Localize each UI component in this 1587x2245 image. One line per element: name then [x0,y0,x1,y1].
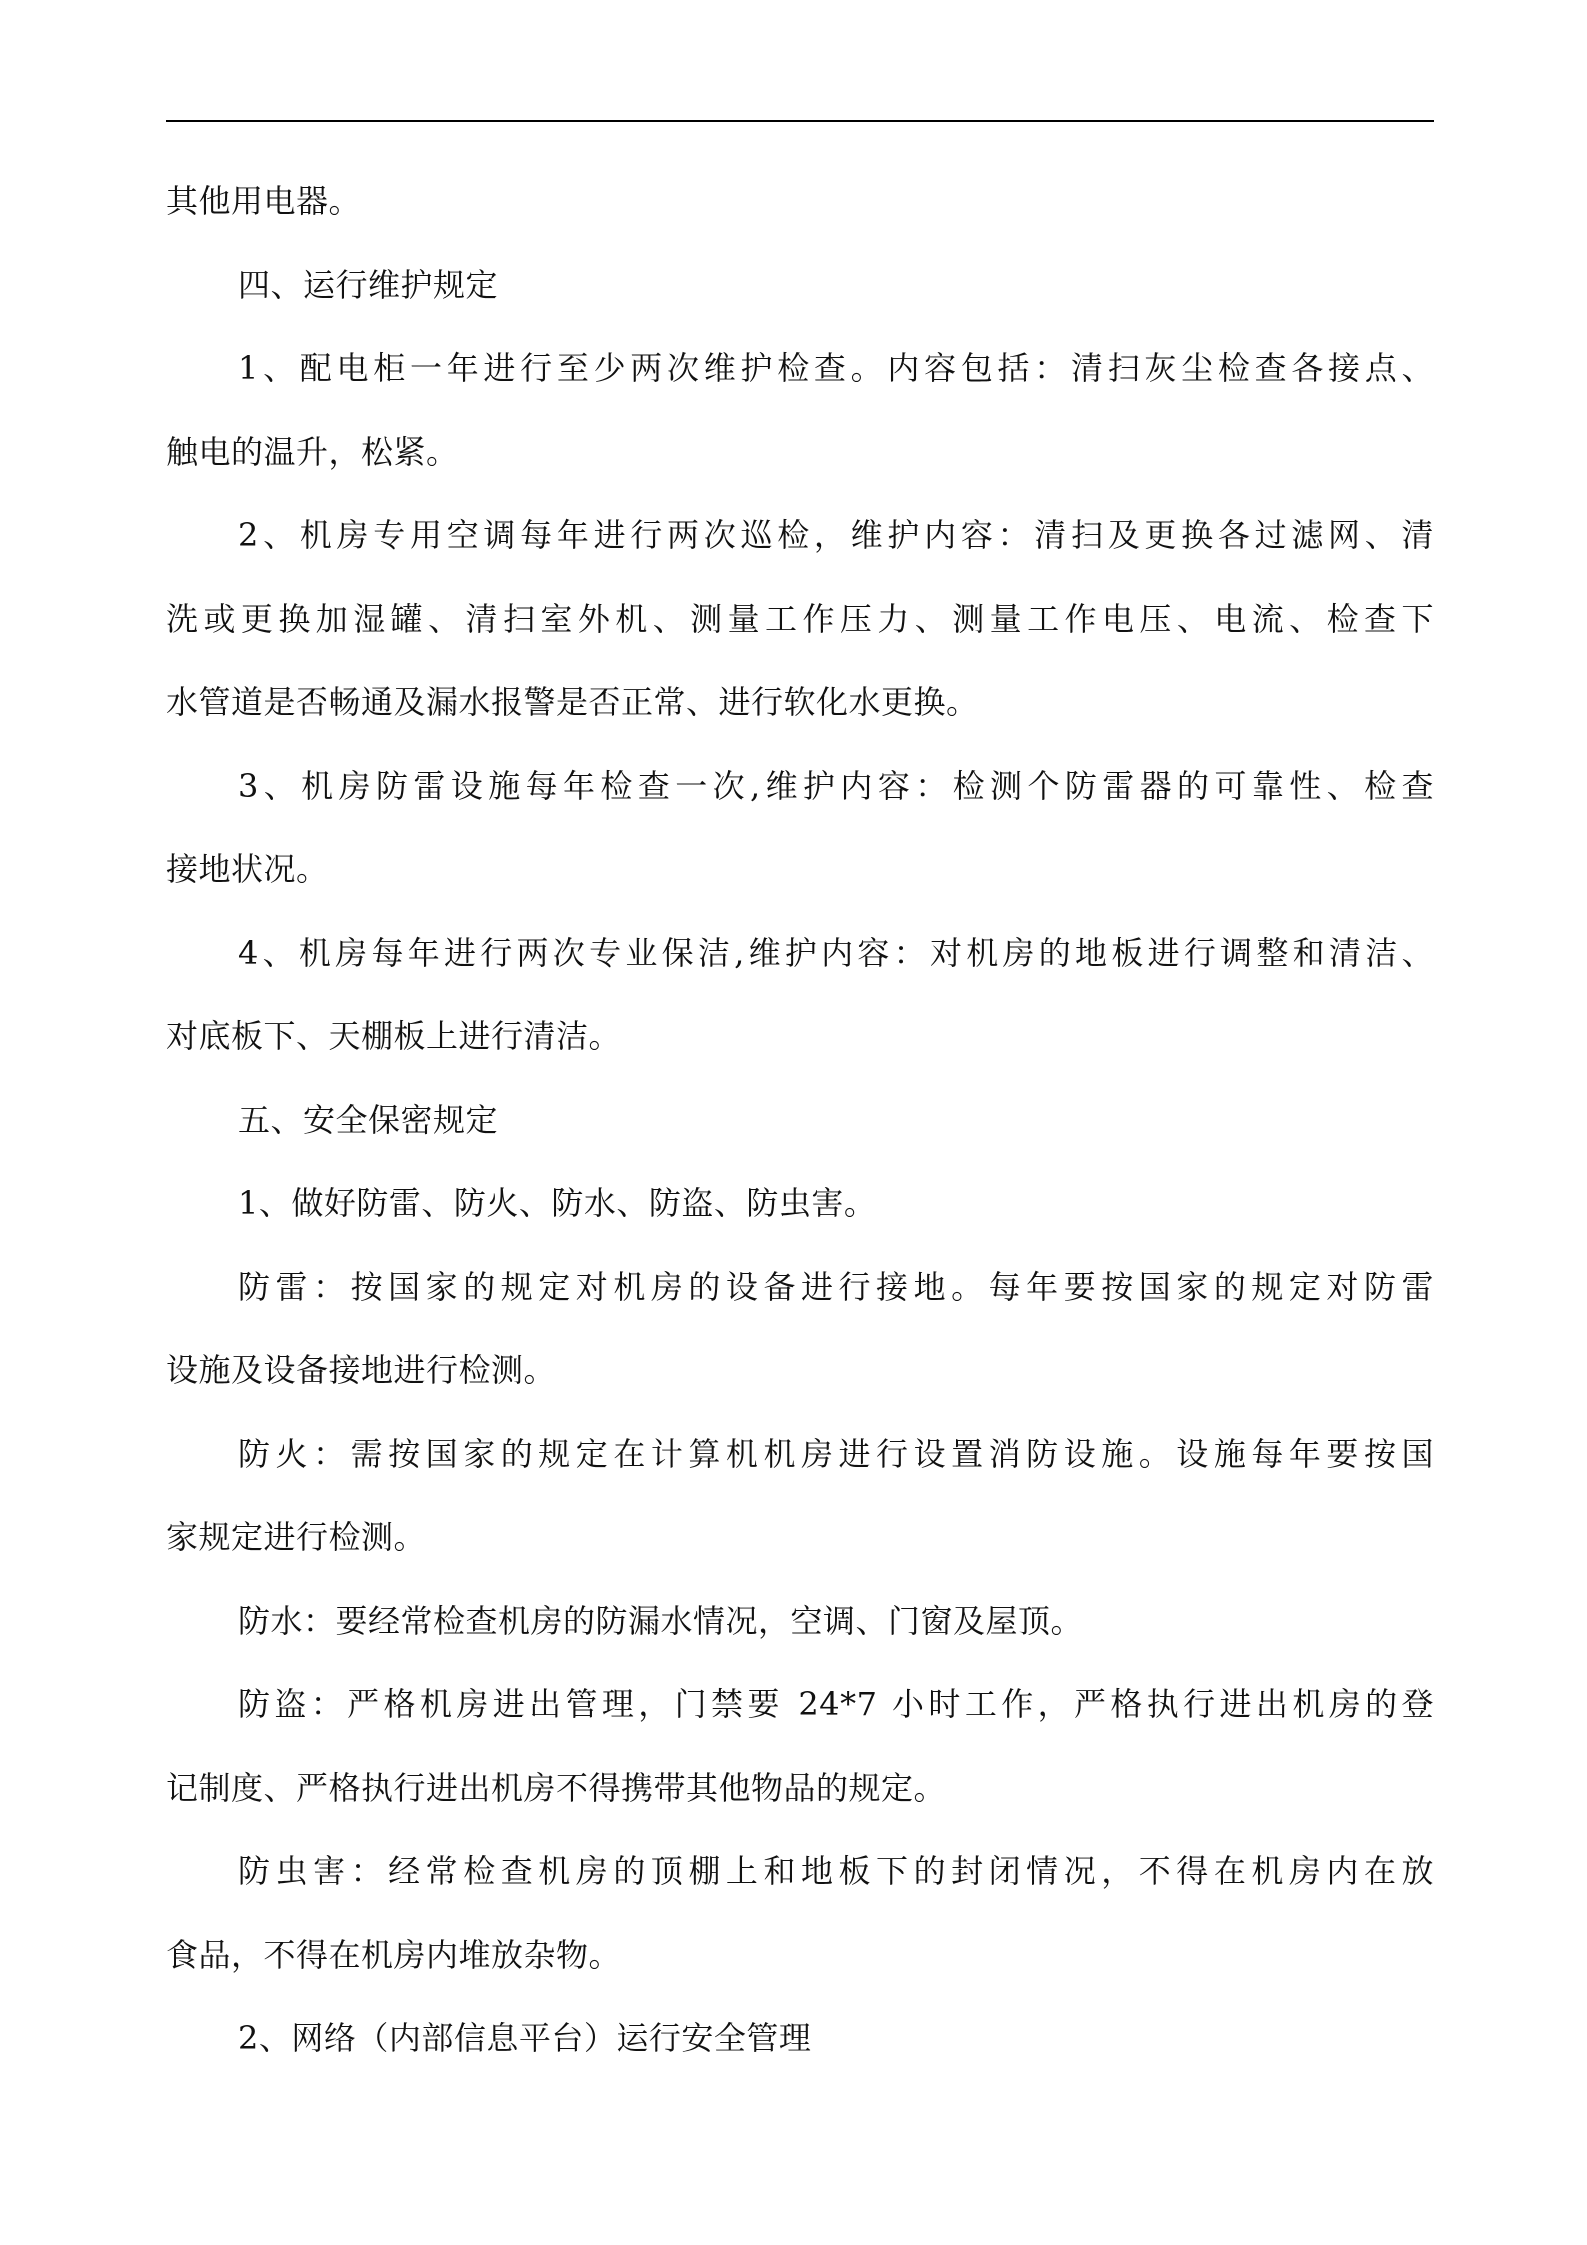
text-line: 防雷：按国家的规定对机房的设备进行接地。每年要按国家的规定对防雷 [238,1267,1434,1306]
document-body [166,160,1434,2081]
text-line: 触电的温升，松紧。 [166,432,459,471]
section-heading-4: 四、运行维护规定 [238,265,499,304]
text-line: 洗或更换加湿罐、清扫室外机、测量工作压力、测量工作电压、电流、检查下 [166,599,1434,638]
text-line: 1、配电柜一年进行至少两次维护检查。内容包括：清扫灰尘检查各接点、 [238,349,1434,387]
text-line: 家规定进行检测。 [166,1518,427,1556]
text-line: 水管道是否畅通及漏水报警是否正常、进行软化水更换。 [166,683,979,721]
text-line: 防盗：严格机房进出管理，门禁要 24*7 小时工作，严格执行进出机房的登 [238,1685,1434,1723]
text-line: 食品，不得在机房内堆放杂物。 [166,1935,622,1974]
text-line: 2、网络（内部信息平台）运行安全管理 [238,2019,812,2057]
text-line: 对底板下、天棚板上进行清洁。 [166,1017,622,1055]
text-line: 接地状况。 [166,850,329,888]
text-line: 其他用电器。 [166,182,362,220]
text-line: 记制度、严格执行进出机房不得携带其他物品的规定。 [166,1768,947,1807]
text-line: 4、机房每年进行两次专业保洁,维护内容：对机房的地板进行调整和清洁、 [238,933,1434,972]
text-line: 1、做好防雷、防火、防水、防盗、防虫害。 [238,1184,877,1222]
text-line: 2、机房专用空调每年进行两次巡检，维护内容：清扫及更换各过滤网、清 [238,516,1434,554]
text-line: 防火：需按国家的规定在计算机机房进行设置消防设施。设施每年要按国 [238,1434,1434,1473]
text-line: 3、机房防雷设施每年检查一次,维护内容：检测个防雷器的可靠性、检查 [238,766,1434,805]
text-line: 防虫害：经常检查机房的顶棚上和地板下的封闭情况，不得在机房内在放 [238,1852,1434,1890]
section-heading-5: 五、安全保密规定 [238,1100,499,1139]
header-rule [166,120,1434,122]
text-line: 设施及设备接地进行检测。 [166,1351,557,1389]
text-line: 防水：要经常检查机房的防漏水情况，空调、门窗及屋顶。 [238,1601,1084,1640]
